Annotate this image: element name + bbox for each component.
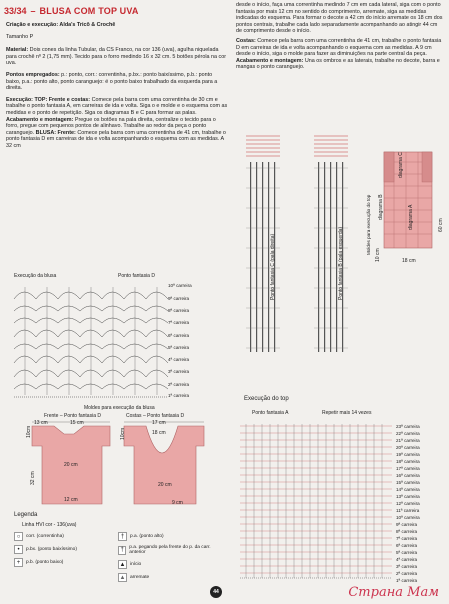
blouse-molds: [18, 420, 218, 510]
single-crochet-icon: +: [14, 558, 23, 567]
legend-item-pbx: • p.bx. (ponto baixíssimo): [14, 545, 77, 554]
pala-b-diagram: [312, 128, 350, 358]
row-label: 5ª carreira: [168, 345, 190, 350]
row-label: 20ª carreira: [396, 445, 420, 450]
row-label: 15ª carreira: [396, 480, 420, 485]
left-text-column: [6, 22, 228, 153]
finish-icon: ▲: [119, 574, 126, 581]
legend-title: Legenda: [14, 512, 38, 518]
repeat-label: Repetir mais 14 vezes: [322, 410, 372, 416]
costas-text: Comece pela barra com uma correntinha de 41 cm, trabalhe o ponto fantasia D em carreiras de ida e volta acompanhando o esquema com as medidas. A 9 cm desde o início, siga o molde para fazer as diminuições na parte central da peça.: [236, 37, 442, 58]
header-separator: –: [30, 6, 36, 16]
row-label: 21ª carreira: [396, 438, 420, 443]
chain-icon: ○: [14, 532, 23, 541]
blouse-text: Comece pela barra com uma correntinha de 41 cm, trabalhe o ponto fantasia D em carreiras de ida e volta acompanhando o esquema com as medidas. A 32 cm: [6, 129, 226, 149]
front-measure: 15 cm: [70, 420, 84, 426]
legend-item-start: ▲ início: [119, 561, 142, 568]
front-measure: 20 cm: [64, 462, 78, 468]
legend-line: Linha HVI cor - 136(uva): [22, 522, 77, 528]
row-label: 1ª carreira: [396, 578, 418, 583]
diag-c-label: diagrama C: [398, 152, 404, 178]
page-numbers: 33/34: [4, 6, 27, 16]
legend-item-corr: ○ corr. (correntinha): [14, 532, 64, 541]
legend-item-pb: + p.b. (ponto baixo): [14, 558, 63, 567]
front-label: Frente – Ponto fantasia D: [44, 413, 101, 419]
right-text-column: [236, 2, 444, 74]
finish-text: Una os ombros e as laterais, trabalhe no decote, barra e mangas o ponto caranguejo.: [236, 57, 440, 71]
row-label: 16ª carreira: [396, 473, 420, 478]
row-label: 6ª carreira: [168, 333, 190, 338]
back-measure: 17 cm: [152, 420, 166, 426]
measure-10: 10 cm: [375, 248, 381, 262]
material-label: Material:: [6, 47, 29, 54]
double-crochet-icon: †: [118, 532, 127, 541]
back-measure: 10cm: [120, 427, 126, 440]
blouse-stitch-diagram: [10, 281, 190, 403]
start-icon: ▲: [119, 561, 126, 568]
row-label: 7ª carreira: [168, 320, 190, 325]
legend-item-finish: ▲ arremate: [119, 574, 150, 581]
stitches-label: Pontos empregados:: [6, 71, 60, 78]
size-text: Tamanho P: [6, 33, 34, 40]
material-text: Dois cones da linha Tubular, da CS Franco, na cor 136 (uva), agulha niquelada para crochê nº 2 (1,75 mm). Tecido para o forro medindo 16 x 32 cm. 5 botões pérola na cor uva.: [6, 47, 227, 67]
row-label: 1ª carreira: [168, 393, 190, 398]
page-title: BLUSA COM TOP UVA: [39, 6, 139, 16]
row-label: 3ª carreira: [168, 369, 190, 374]
pala-b-label: Ponto fantasia B (pala esquerda): [338, 226, 344, 300]
execution-label: Execução:: [6, 96, 33, 103]
front-measure: 12 cm: [64, 497, 78, 503]
back-measure: 9 cm: [172, 500, 183, 506]
front-post-icon: †: [118, 546, 126, 555]
row-label: 19ª carreira: [396, 452, 420, 457]
watermark-logo: Страна Мам: [348, 585, 439, 600]
top-exec-title: Execução do top: [244, 396, 289, 402]
finish-label: Acabamento e montagem:: [236, 57, 304, 64]
front-measure: 32 cm: [30, 471, 36, 485]
diag-a-label: diagrama A: [408, 204, 414, 230]
front-measure: 13 cm: [34, 420, 48, 426]
blouse-molds-title: Moldes para execução da blusa: [84, 405, 155, 411]
molds-top-label: Moldes para execução do top: [366, 194, 371, 255]
blouse-exec-title: Execução da blusa: [14, 273, 57, 279]
legend-item-pa-front: † p.a. pegando pela frente do p. da carr. anterior: [118, 545, 218, 555]
pala-c-label: Ponto fantasia C (pala direita): [270, 233, 276, 300]
stitches-text: p.: ponto, corr.: correntinha, p.bx.: ponto baixíssimo, p.b.: ponto baixo, p.a.: ponto alto, ponto caranguejo: é o ponto baixo trabalhado da esquerda para a direita.: [6, 71, 218, 92]
row-label: 22ª carreira: [396, 431, 420, 436]
row-label: 4ª carreira: [396, 557, 418, 562]
execution-top-label: TOP: Frente e costas:: [34, 96, 91, 103]
row-label: 10ª carreira: [168, 283, 192, 288]
row-label: 4ª carreira: [168, 357, 190, 362]
row-label: 12ª carreira: [396, 501, 420, 506]
measure-60: 60 cm: [438, 218, 444, 232]
page-header: [4, 4, 230, 18]
measure-18: 18 cm: [402, 258, 416, 264]
row-label: 8ª carreira: [396, 529, 418, 534]
ponto-d-label: Ponto fantasia D: [118, 273, 155, 279]
blouse-label: BLUSA: Frente:: [35, 129, 76, 136]
slip-stitch-icon: •: [14, 545, 23, 554]
row-label: 23ª carreira: [396, 424, 420, 429]
legend-item-pa: † p.a. (ponto alto): [118, 532, 164, 541]
front-measure: 10cm: [26, 425, 32, 438]
diag-b-label: diagrama B: [378, 194, 384, 220]
creation-text: Criação e execução: Alda's Tricô & Crochê: [6, 22, 116, 28]
finishing-text: Pregue os botões na pala direita, centralize o tecido para o forro, pregue com pequenos pontos de alinhavo. Trabalhe ao redor da peça o ponto caranguejo.: [6, 116, 216, 136]
row-label: 3ª carreira: [396, 564, 418, 569]
ponto-a-label: Ponto fantasia A: [252, 410, 289, 416]
pala-c-diagram: [244, 128, 282, 358]
row-label: 11ª carreira: [396, 508, 420, 513]
costas-label: Costas:: [236, 37, 256, 44]
row-label: 8ª carreira: [168, 308, 190, 313]
row-label: 6ª carreira: [396, 543, 418, 548]
row-label: 2ª carreira: [396, 571, 418, 576]
row-label: 18ª carreira: [396, 459, 420, 464]
row-label: 17ª carreira: [396, 466, 420, 471]
row-label: 13ª carreira: [396, 494, 420, 499]
row-label: 10ª carreira: [396, 515, 420, 520]
right-paragraph-1: desde o início, faça uma correntinha medindo 7 cm em cada lateral, siga com o ponto fantasia por mais 12 cm no sentido do comprimento, arremate, siga as medidas indicadas do esquema. Para formar o decote a 42 cm do início arremate os 18 cm dos pontos centrais, trabalhe cada lado separadamente acompanhando ao atingir 44 cm de comprimento desde o início.: [236, 2, 443, 35]
row-label: 9ª carreira: [168, 296, 190, 301]
row-label: 14ª carreira: [396, 487, 420, 492]
back-label: Costas – Ponto fantasia D: [126, 413, 185, 419]
page-number-badge: 44: [210, 586, 222, 598]
execution-top-text: Comece pela barra com uma correntinha de 30 cm e trabalhe o ponto fantasia A, em carreiras de ida e volta. Siga o e molde e o esquema com as medidas e o ponto de repetição. Siga os diagramas B e C para formar as palas.: [6, 96, 228, 116]
row-label: 9ª carreira: [396, 522, 418, 527]
row-label: 7ª carreira: [396, 536, 418, 541]
row-label: 5ª carreira: [396, 550, 418, 555]
top-stitch-grid: [236, 420, 394, 582]
back-measure: 20 cm: [158, 482, 172, 488]
row-label: 2ª carreira: [168, 382, 190, 387]
finishing-label: Acabamento e montagem:: [6, 116, 74, 123]
back-measure: 18 cm: [152, 430, 166, 436]
